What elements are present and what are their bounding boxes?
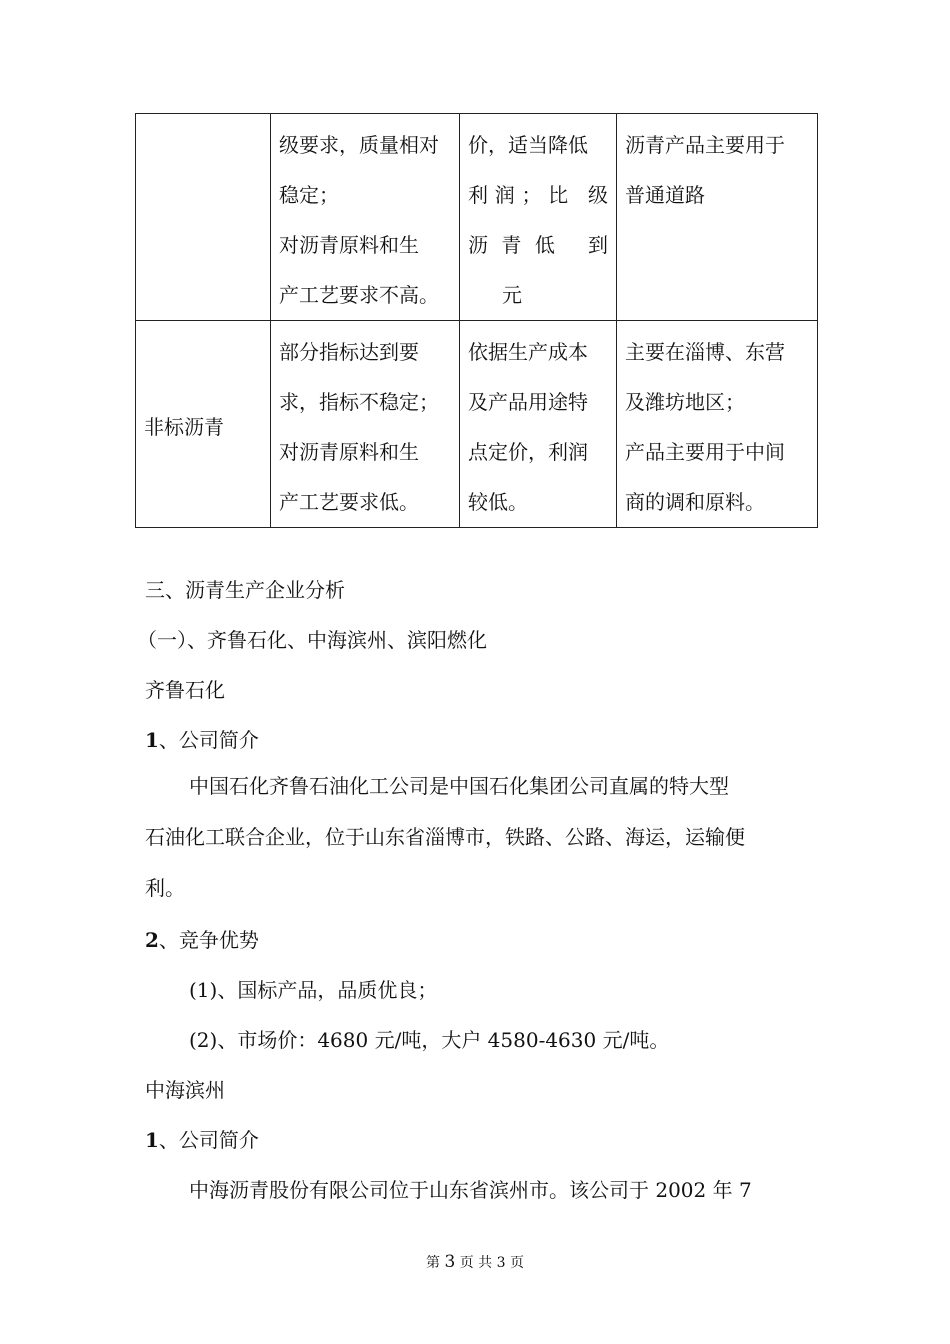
cell-line: 较低。 — [468, 490, 528, 514]
cell-line: 对沥青原料和生 — [279, 233, 419, 257]
footer-prefix: 第 — [425, 1255, 440, 1271]
cell-line: 及潍坊地区； — [625, 390, 745, 414]
footer-suffix: 页 — [510, 1255, 524, 1271]
table-cell-pricing — [460, 114, 617, 321]
paragraph-line: 石油化工联合企业，位于山东省淄博市，铁路、公路、海运，运输便 — [145, 825, 745, 849]
cell-line: 普通道路 — [625, 183, 705, 207]
company-name-qilu: 齐鲁石化 — [145, 678, 225, 702]
cell-line: 价，适当降低 — [468, 133, 588, 157]
table-cell-category: 非标沥青 — [136, 321, 271, 528]
table-cell-category — [136, 114, 271, 321]
company-intro-paragraph — [145, 761, 745, 914]
section-title: 三、沥青生产企业分析 — [145, 578, 345, 602]
cell-line: 求，指标不稳定； — [279, 390, 439, 414]
cell-line: 沥青低 到 — [468, 233, 608, 257]
advantage-item: (2)、市场价：4680 元/吨，大户 4580-4630 元/吨。 — [189, 1028, 670, 1052]
cell-line: 点定价，利润 — [468, 440, 588, 464]
table-row — [136, 321, 818, 528]
cell-line: 稳定； — [279, 183, 339, 207]
heading-number: 1 — [145, 1128, 159, 1152]
asphalt-comparison-table — [135, 113, 818, 528]
heading-text: 、公司简介 — [158, 728, 259, 752]
advantage-item: (1)、国标产品，品质优良； — [189, 978, 438, 1002]
subsection-title: （一）、齐鲁石化、中海滨州、滨阳燃化 — [137, 628, 487, 652]
cell-line: 沥青产品主要用于 — [625, 133, 785, 157]
company-intro-line: 中海沥青股份有限公司位于山东省滨州市。该公司于 2002 年 7 — [189, 1178, 752, 1202]
table-cell-market — [617, 321, 818, 528]
company-name-cnooc-binzhou: 中海滨州 — [145, 1078, 225, 1102]
heading-company-intro — [145, 724, 259, 753]
paragraph-line: 中国石化齐鲁石油化工公司是中国石化集团公司直属的特大型 — [189, 774, 729, 798]
table-cell-market — [617, 114, 818, 321]
footer-total-pages: 3 — [496, 1255, 506, 1271]
cell-line: 商的调和原料。 — [625, 490, 765, 514]
heading-text: 、公司简介 — [158, 1128, 259, 1152]
table-cell-pricing — [460, 321, 617, 528]
cell-line: 利润；比 级 — [468, 183, 608, 207]
cell-line: 元 — [502, 283, 522, 307]
cell-line: 主要在淄博、东营 — [625, 340, 785, 364]
cell-line: 依据生产成本 — [468, 340, 588, 364]
page-footer — [0, 1252, 950, 1272]
heading-number: 2 — [145, 928, 159, 952]
cell-line: 产工艺要求低。 — [279, 490, 419, 514]
heading-number: 1 — [145, 728, 159, 752]
table-row — [136, 114, 818, 321]
table-cell-quality — [271, 114, 460, 321]
cell-line: 对沥青原料和生 — [279, 440, 419, 464]
cell-line: 及产品用途特 — [468, 390, 588, 414]
paragraph-line: 利。 — [145, 876, 185, 900]
footer-page-number: 3 — [444, 1252, 456, 1272]
heading-company-intro — [145, 1124, 259, 1153]
cell-line: 部分指标达到要 — [279, 340, 419, 364]
cell-line: 产品主要用于中间 — [625, 440, 785, 464]
heading-text: 、竞争优势 — [158, 928, 259, 952]
footer-middle: 页 共 — [459, 1255, 493, 1271]
cell-line: 产工艺要求不高。 — [279, 283, 439, 307]
table-cell-quality — [271, 321, 460, 528]
cell-line: 级要求，质量相对 — [279, 133, 439, 157]
heading-competitive-advantage — [145, 924, 259, 953]
